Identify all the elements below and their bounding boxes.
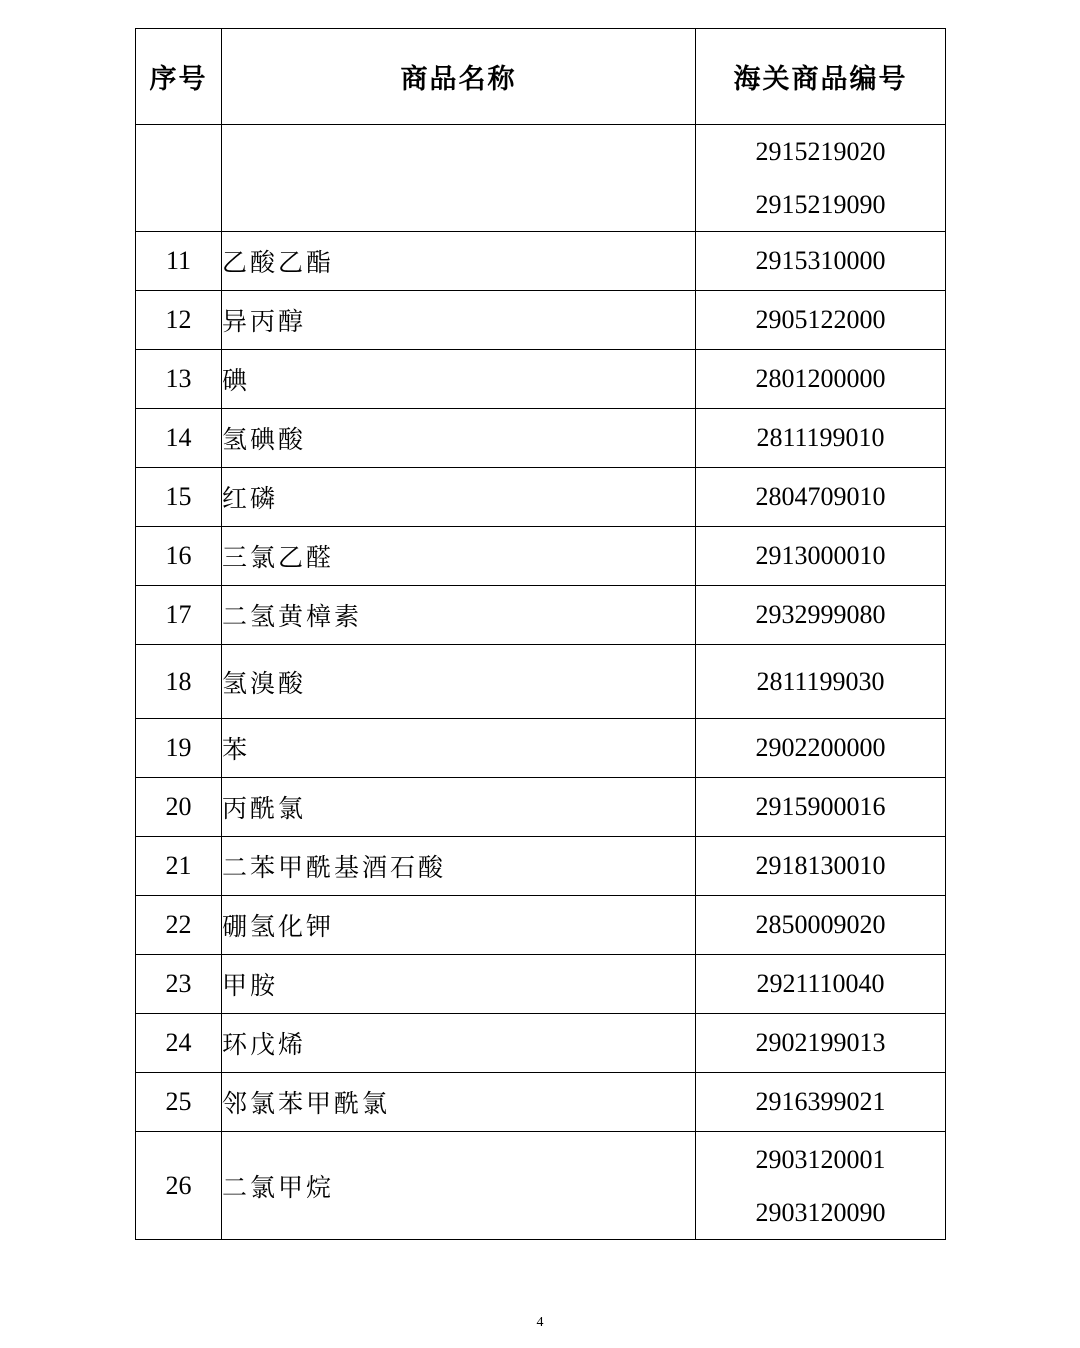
row-name: 邻氯苯甲酰氯 <box>222 1073 696 1132</box>
row-code: 2918130010 <box>696 837 946 896</box>
row-name: 二苯甲酰基酒石酸 <box>222 837 696 896</box>
row-index: 13 <box>136 350 222 409</box>
row-code: 2915219020 <box>755 137 886 166</box>
table-row <box>136 586 946 645</box>
goods-table <box>135 28 946 1240</box>
row-code: 2915219090 <box>755 190 886 219</box>
table-row <box>136 645 946 719</box>
row-code: 2915310000 <box>696 232 946 291</box>
row-name: 硼氢化钾 <box>222 896 696 955</box>
row-code-cell <box>696 1132 946 1240</box>
row-code: 2915900016 <box>696 778 946 837</box>
row-code: 2903120090 <box>755 1197 886 1227</box>
row-index: 24 <box>136 1014 222 1073</box>
table-header-row <box>136 29 946 125</box>
row-name: 二氢黄樟素 <box>222 586 696 645</box>
table-row-continuation <box>136 125 946 232</box>
row-name: 三氯乙醛 <box>222 527 696 586</box>
header-index: 序号 <box>136 29 222 125</box>
table-row <box>136 719 946 778</box>
row-code: 2913000010 <box>696 527 946 586</box>
row-name: 碘 <box>222 350 696 409</box>
row-index: 12 <box>136 291 222 350</box>
table-row <box>136 837 946 896</box>
row-code: 2850009020 <box>696 896 946 955</box>
row-index: 21 <box>136 837 222 896</box>
row-name <box>222 125 696 232</box>
row-code: 2811199010 <box>696 409 946 468</box>
row-code: 2902200000 <box>696 719 946 778</box>
row-name: 苯 <box>222 719 696 778</box>
row-name: 甲胺 <box>222 955 696 1014</box>
row-index <box>136 125 222 232</box>
header-name: 商品名称 <box>222 29 696 125</box>
table-row <box>136 896 946 955</box>
row-index: 23 <box>136 955 222 1014</box>
row-code: 2905122000 <box>696 291 946 350</box>
row-name: 红磷 <box>222 468 696 527</box>
table-row-last <box>136 1132 946 1240</box>
row-index: 14 <box>136 409 222 468</box>
table-row <box>136 955 946 1014</box>
row-name: 二氯甲烷 <box>222 1132 696 1240</box>
row-index: 22 <box>136 896 222 955</box>
row-name: 氢溴酸 <box>222 645 696 719</box>
row-name: 异丙醇 <box>222 291 696 350</box>
row-code-cell <box>696 125 946 232</box>
row-code: 2811199030 <box>696 645 946 719</box>
row-index: 25 <box>136 1073 222 1132</box>
row-code: 2902199013 <box>696 1014 946 1073</box>
row-index: 20 <box>136 778 222 837</box>
row-code: 2932999080 <box>696 586 946 645</box>
table-row <box>136 1073 946 1132</box>
table-row <box>136 232 946 291</box>
table-row <box>136 291 946 350</box>
header-code: 海关商品编号 <box>696 29 946 125</box>
row-name: 氢碘酸 <box>222 409 696 468</box>
row-code: 2921110040 <box>696 955 946 1014</box>
row-index: 19 <box>136 719 222 778</box>
row-code: 2804709010 <box>696 468 946 527</box>
row-index: 18 <box>136 645 222 719</box>
table-row <box>136 468 946 527</box>
table-row <box>136 527 946 586</box>
table-row <box>136 778 946 837</box>
table-row <box>136 350 946 409</box>
row-index: 11 <box>136 232 222 291</box>
page-number: 4 <box>536 1315 544 1330</box>
row-name: 环戊烯 <box>222 1014 696 1073</box>
table-row <box>136 409 946 468</box>
row-code: 2916399021 <box>696 1073 946 1132</box>
row-name: 乙酸乙酯 <box>222 232 696 291</box>
row-index: 17 <box>136 586 222 645</box>
row-code: 2801200000 <box>696 350 946 409</box>
row-code: 2903120001 <box>755 1144 886 1174</box>
row-index: 26 <box>136 1132 222 1240</box>
row-index: 15 <box>136 468 222 527</box>
row-name: 丙酰氯 <box>222 778 696 837</box>
table-row <box>136 1014 946 1073</box>
row-index: 16 <box>136 527 222 586</box>
